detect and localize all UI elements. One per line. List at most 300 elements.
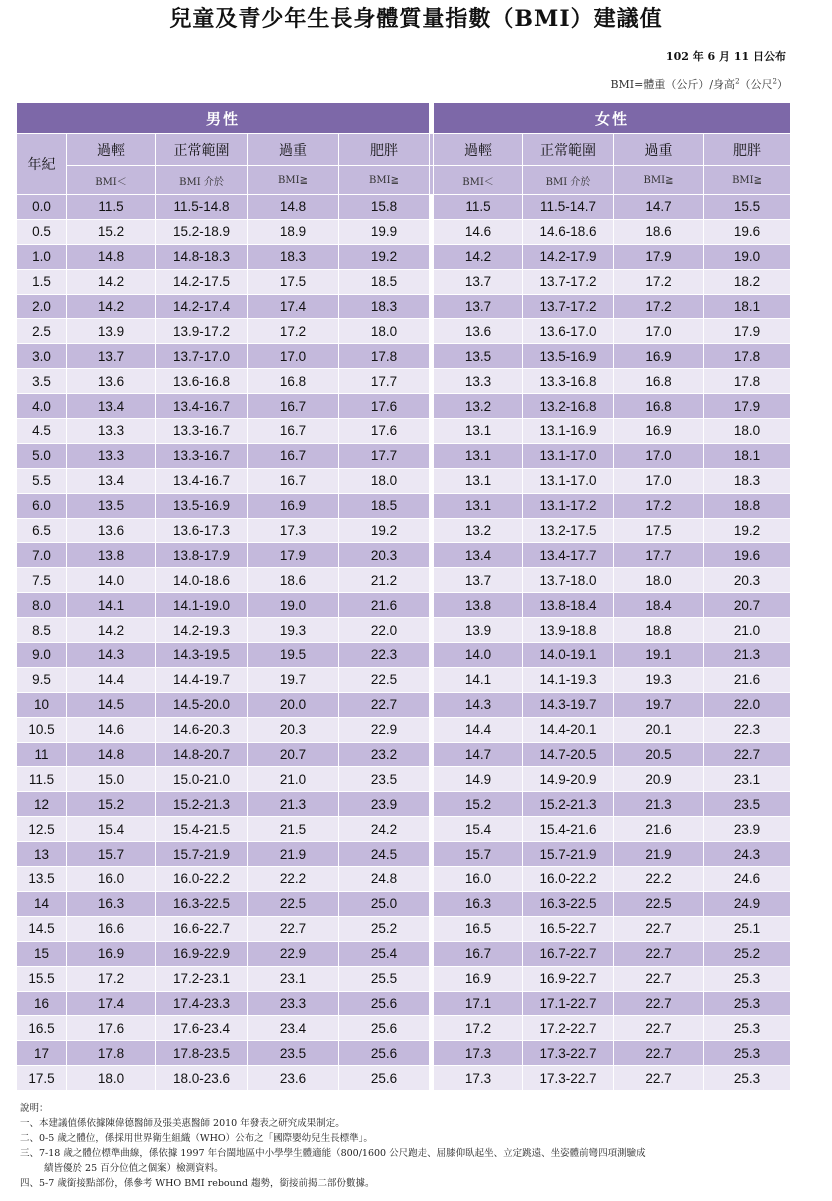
bmi-cell: 13.7-17.0	[156, 344, 248, 369]
bmi-cell: 25.3	[704, 1016, 791, 1041]
age-cell: 11.5	[17, 767, 67, 792]
bmi-cell: 13.7-17.2	[523, 269, 614, 294]
bmi-cell: 22.7	[339, 692, 430, 717]
bmi-cell: 20.3	[704, 568, 791, 593]
bmi-cell: 17.4	[67, 991, 156, 1016]
table-row	[17, 443, 791, 468]
bmi-cell: 22.7	[614, 941, 704, 966]
bmi-cell: 14.5-20.0	[156, 692, 248, 717]
bmi-cell: 17.6	[67, 1016, 156, 1041]
bmi-cell: 15.2	[434, 792, 523, 817]
bmi-cell: 16.9-22.7	[523, 966, 614, 991]
bmi-cell: 24.2	[339, 817, 430, 842]
bmi-cell: 13.5	[67, 493, 156, 518]
age-cell: 8.0	[17, 593, 67, 618]
bmi-cell: 20.3	[339, 543, 430, 568]
bmi-cell: 19.1	[614, 643, 704, 668]
bmi-cell: 13.7-17.2	[523, 294, 614, 319]
note-line: 一、本建議值係依據陳偉德醫師及張美惠醫師 2010 年發表之研究成果制定。	[20, 1118, 345, 1129]
bmi-cell: 13.7	[434, 568, 523, 593]
bmi-cell: 11.5	[67, 195, 156, 220]
bmi-cell: 16.8	[614, 369, 704, 394]
bmi-cell: 24.6	[704, 867, 791, 892]
table-row	[17, 792, 791, 817]
table-row	[17, 1066, 791, 1091]
bmi-cell: 23.3	[248, 991, 339, 1016]
bmi-cell: 13.1	[434, 468, 523, 493]
age-cell: 16.5	[17, 1016, 67, 1041]
bmi-cell: 22.7	[614, 1016, 704, 1041]
bmi-cell: 25.4	[339, 941, 430, 966]
bmi-cell: 16.7	[248, 443, 339, 468]
bmi-cell: 22.5	[339, 667, 430, 692]
bmi-cell: 25.3	[704, 1041, 791, 1066]
bmi-cell: 13.4-16.7	[156, 394, 248, 419]
bmi-cell: 16.0-22.2	[523, 867, 614, 892]
table-row	[17, 667, 791, 692]
bmi-cell: 13.1-16.9	[523, 419, 614, 444]
table-row	[17, 1041, 791, 1066]
bmi-cell: 17.8	[704, 344, 791, 369]
age-cell: 9.0	[17, 643, 67, 668]
bmi-cell: 14.4-20.1	[523, 717, 614, 742]
bmi-cell: 25.2	[704, 941, 791, 966]
bmi-cell: 17.9	[248, 543, 339, 568]
bmi-cell: 17.9	[614, 244, 704, 269]
bmi-cell: 14.3-19.7	[523, 692, 614, 717]
age-cell: 3.0	[17, 344, 67, 369]
bmi-cell: 25.6	[339, 1066, 430, 1091]
bmi-cell: 14.4	[434, 717, 523, 742]
bmi-cell: 17.2	[614, 493, 704, 518]
bmi-cell: 16.8	[614, 394, 704, 419]
bmi-cell: 18.3	[704, 468, 791, 493]
bmi-cell: 16.9	[248, 493, 339, 518]
bmi-cell: 23.5	[339, 767, 430, 792]
table-row	[17, 618, 791, 643]
bmi-cell: 16.7	[248, 468, 339, 493]
bmi-cell: 20.7	[704, 593, 791, 618]
table-row	[17, 742, 791, 767]
bmi-cell: 22.9	[248, 941, 339, 966]
category-header: 肥胖	[704, 134, 791, 166]
age-cell: 13	[17, 842, 67, 867]
bmi-cell: 14.8-20.7	[156, 742, 248, 767]
bmi-cell: 25.3	[704, 1066, 791, 1091]
bmi-cell: 20.3	[248, 717, 339, 742]
age-cell: 3.5	[17, 369, 67, 394]
publish-date: 102 年 6 月 11 日公布	[665, 50, 786, 63]
category-header: 過重	[248, 134, 339, 166]
bmi-cell: 13.9	[67, 319, 156, 344]
bmi-cell: 13.7	[434, 269, 523, 294]
table-row	[17, 195, 791, 220]
bmi-cell: 16.0-22.2	[156, 867, 248, 892]
bmi-cell: 17.2	[614, 294, 704, 319]
table-row	[17, 717, 791, 742]
bmi-cell: 14.0	[67, 568, 156, 593]
bmi-cell: 16.9-22.9	[156, 941, 248, 966]
bmi-cell: 17.3	[248, 518, 339, 543]
bmi-cell: 17.8	[67, 1041, 156, 1066]
bmi-cell: 20.1	[614, 717, 704, 742]
bmi-cell: 19.6	[704, 543, 791, 568]
bmi-cell: 11.5	[434, 195, 523, 220]
bmi-cell: 25.5	[339, 966, 430, 991]
bmi-cell: 21.0	[704, 618, 791, 643]
bmi-cell: 21.2	[339, 568, 430, 593]
bmi-cell: 19.0	[704, 244, 791, 269]
bmi-cell: 13.6-16.8	[156, 369, 248, 394]
bmi-cell: 14.8-18.3	[156, 244, 248, 269]
bmi-cell: 17.8	[339, 344, 430, 369]
age-cell: 15	[17, 941, 67, 966]
bmi-cell: 14.0-19.1	[523, 643, 614, 668]
age-cell: 13.5	[17, 867, 67, 892]
age-cell: 7.5	[17, 568, 67, 593]
bmi-cell: 14.4-19.7	[156, 667, 248, 692]
bmi-cell: 19.7	[248, 667, 339, 692]
bmi-cell: 16.3-22.5	[156, 891, 248, 916]
bmi-cell: 16.0	[67, 867, 156, 892]
bmi-cell: 21.5	[248, 817, 339, 842]
bmi-cell: 15.2-18.9	[156, 219, 248, 244]
bmi-cell: 14.6	[67, 717, 156, 742]
bmi-table-body	[17, 195, 791, 1091]
bmi-cell: 22.0	[339, 618, 430, 643]
female-header: 女性	[434, 103, 791, 134]
note-line: 四、5-7 歲銜接點部份，係參考 WHO BMI rebound 趨勢，銜接前揭二部份數據。	[20, 1178, 375, 1189]
bmi-cell: 22.3	[704, 717, 791, 742]
age-cell: 17.5	[17, 1066, 67, 1091]
bmi-cell: 16.3-22.5	[523, 891, 614, 916]
age-cell: 9.5	[17, 667, 67, 692]
bmi-cell: 13.2	[434, 518, 523, 543]
bmi-cell: 19.2	[704, 518, 791, 543]
criteria-header: BMI 介於	[156, 166, 248, 195]
criteria-header: BMI 介於	[523, 166, 614, 195]
note-line: 二、0-5 歲之體位，係採用世界衛生組織（WHO）公布之「國際嬰幼兒生長標準」。	[20, 1133, 373, 1144]
bmi-cell: 13.6-17.0	[523, 319, 614, 344]
bmi-cell: 17.6-23.4	[156, 1016, 248, 1041]
bmi-cell: 23.6	[248, 1066, 339, 1091]
bmi-cell: 16.6	[67, 916, 156, 941]
table-row	[17, 991, 791, 1016]
bmi-cell: 14.4	[67, 667, 156, 692]
bmi-cell: 13.4	[67, 394, 156, 419]
bmi-cell: 16.3	[67, 891, 156, 916]
bmi-cell: 22.2	[614, 867, 704, 892]
bmi-cell: 14.8	[248, 195, 339, 220]
bmi-cell: 18.8	[704, 493, 791, 518]
bmi-cell: 25.1	[704, 916, 791, 941]
notes	[20, 1101, 830, 1191]
bmi-cell: 25.0	[339, 891, 430, 916]
bmi-cell: 18.2	[704, 269, 791, 294]
age-cell: 12	[17, 792, 67, 817]
bmi-cell: 13.4	[434, 543, 523, 568]
age-cell: 6.5	[17, 518, 67, 543]
bmi-cell: 19.3	[248, 618, 339, 643]
bmi-cell: 17.2	[248, 319, 339, 344]
bmi-cell: 14.3-19.5	[156, 643, 248, 668]
bmi-cell: 13.2	[434, 394, 523, 419]
bmi-cell: 16.7	[248, 394, 339, 419]
bmi-cell: 14.2-17.9	[523, 244, 614, 269]
criteria-header: BMI＜	[67, 166, 156, 195]
bmi-cell: 17.2-23.1	[156, 966, 248, 991]
bmi-cell: 20.7	[248, 742, 339, 767]
criteria-header: BMI≧	[704, 166, 791, 195]
bmi-cell: 15.4-21.6	[523, 817, 614, 842]
bmi-cell: 20.9	[614, 767, 704, 792]
age-cell: 7.0	[17, 543, 67, 568]
bmi-cell: 15.7	[67, 842, 156, 867]
bmi-cell: 13.4-17.7	[523, 543, 614, 568]
bmi-cell: 17.3	[434, 1041, 523, 1066]
age-cell: 5.0	[17, 443, 67, 468]
bmi-cell: 13.2-17.5	[523, 518, 614, 543]
bmi-cell: 14.6-18.6	[523, 219, 614, 244]
bmi-cell: 14.5	[67, 692, 156, 717]
bmi-cell: 20.0	[248, 692, 339, 717]
bmi-cell: 23.1	[248, 966, 339, 991]
table-row	[17, 916, 791, 941]
age-cell: 8.5	[17, 618, 67, 643]
bmi-cell: 17.1	[434, 991, 523, 1016]
bmi-cell: 17.3	[434, 1066, 523, 1091]
bmi-cell: 13.7-18.0	[523, 568, 614, 593]
bmi-cell: 13.6	[67, 518, 156, 543]
bmi-cell: 13.1-17.2	[523, 493, 614, 518]
bmi-cell: 18.1	[704, 294, 791, 319]
age-header: 年紀	[17, 134, 67, 195]
bmi-cell: 14.7	[434, 742, 523, 767]
bmi-cell: 14.6	[434, 219, 523, 244]
bmi-cell: 15.0-21.0	[156, 767, 248, 792]
bmi-cell: 22.7	[248, 916, 339, 941]
age-cell: 4.5	[17, 419, 67, 444]
bmi-cell: 23.4	[248, 1016, 339, 1041]
bmi-cell: 15.5	[704, 195, 791, 220]
bmi-cell: 16.0	[434, 867, 523, 892]
bmi-cell: 19.5	[248, 643, 339, 668]
bmi-cell: 15.8	[339, 195, 430, 220]
bmi-cell: 22.2	[248, 867, 339, 892]
bmi-cell: 19.9	[339, 219, 430, 244]
bmi-cell: 17.9	[704, 319, 791, 344]
table-row	[17, 543, 791, 568]
bmi-cell: 18.3	[248, 244, 339, 269]
bmi-cell: 24.8	[339, 867, 430, 892]
note-line: 績皆優於 25 百分位值之個案）檢測資料。	[44, 1163, 224, 1174]
bmi-cell: 21.6	[614, 817, 704, 842]
table-row	[17, 269, 791, 294]
table-row	[17, 643, 791, 668]
age-cell: 5.5	[17, 468, 67, 493]
category-header-row	[17, 134, 791, 166]
bmi-cell: 13.3	[434, 369, 523, 394]
bmi-cell: 14.9	[434, 767, 523, 792]
bmi-cell: 18.0	[67, 1066, 156, 1091]
bmi-cell: 17.0	[248, 344, 339, 369]
bmi-cell: 14.8	[67, 742, 156, 767]
bmi-cell: 17.6	[339, 419, 430, 444]
table-row	[17, 244, 791, 269]
bmi-cell: 16.8	[248, 369, 339, 394]
table-row	[17, 493, 791, 518]
bmi-cell: 13.4	[67, 468, 156, 493]
bmi-cell: 13.1	[434, 493, 523, 518]
bmi-cell: 14.1	[434, 667, 523, 692]
table-row	[17, 568, 791, 593]
age-cell: 0.5	[17, 219, 67, 244]
bmi-cell: 16.5-22.7	[523, 916, 614, 941]
age-cell: 1.5	[17, 269, 67, 294]
table-row	[17, 867, 791, 892]
bmi-cell: 14.9-20.9	[523, 767, 614, 792]
bmi-cell: 18.0-23.6	[156, 1066, 248, 1091]
bmi-cell: 17.8-23.5	[156, 1041, 248, 1066]
bmi-cell: 18.0	[704, 419, 791, 444]
bmi-cell: 22.7	[614, 966, 704, 991]
bmi-cell: 21.9	[614, 842, 704, 867]
category-header: 正常範圍	[523, 134, 614, 166]
bmi-cell: 13.1	[434, 443, 523, 468]
bmi-cell: 14.0-18.6	[156, 568, 248, 593]
bmi-cell: 17.8	[704, 369, 791, 394]
bmi-cell: 13.8-17.9	[156, 543, 248, 568]
bmi-cell: 17.5	[248, 269, 339, 294]
bmi-cell: 17.6	[339, 394, 430, 419]
bmi-cell: 22.5	[614, 891, 704, 916]
bmi-cell: 18.4	[614, 593, 704, 618]
bmi-cell: 15.4	[67, 817, 156, 842]
bmi-cell: 13.5-16.9	[523, 344, 614, 369]
bmi-cell: 16.7	[434, 941, 523, 966]
bmi-cell: 16.5	[434, 916, 523, 941]
bmi-formula: BMI=體重（公斤）/身高$^2$（公尺$^2$）	[610, 77, 788, 91]
bmi-cell: 13.9-18.8	[523, 618, 614, 643]
bmi-cell: 25.6	[339, 991, 430, 1016]
bmi-cell: 14.1-19.0	[156, 593, 248, 618]
bmi-cell: 15.2	[67, 219, 156, 244]
bmi-cell: 18.6	[614, 219, 704, 244]
bmi-cell: 13.3-16.7	[156, 443, 248, 468]
bmi-cell: 18.6	[248, 568, 339, 593]
bmi-cell: 23.9	[339, 792, 430, 817]
table-row	[17, 593, 791, 618]
bmi-cell: 16.3	[434, 891, 523, 916]
bmi-cell: 13.8	[434, 593, 523, 618]
bmi-cell: 15.2-21.3	[156, 792, 248, 817]
table-row	[17, 518, 791, 543]
note-line: 三、7-18 歲之體位標準曲線，係依據 1997 年台閩地區中小學學生體適能（800/1600 公尺跑走、屈膝仰臥起坐、立定跳遠、坐姿體前彎四項測驗成	[20, 1148, 646, 1159]
age-cell: 14	[17, 891, 67, 916]
table-row	[17, 941, 791, 966]
bmi-cell: 17.0	[614, 468, 704, 493]
bmi-cell: 21.3	[248, 792, 339, 817]
bmi-cell: 15.7-21.9	[156, 842, 248, 867]
table-row	[17, 344, 791, 369]
bmi-cell: 23.1	[704, 767, 791, 792]
bmi-cell: 25.6	[339, 1016, 430, 1041]
bmi-cell: 13.5	[434, 344, 523, 369]
bmi-cell: 23.5	[704, 792, 791, 817]
bmi-cell: 13.4-16.7	[156, 468, 248, 493]
bmi-cell: 18.1	[704, 443, 791, 468]
age-cell: 11	[17, 742, 67, 767]
bmi-cell: 17.2	[67, 966, 156, 991]
bmi-cell: 22.0	[704, 692, 791, 717]
category-header: 過輕	[67, 134, 156, 166]
bmi-cell: 15.4-21.5	[156, 817, 248, 842]
bmi-cell: 13.9-17.2	[156, 319, 248, 344]
bmi-cell: 15.7	[434, 842, 523, 867]
table-row	[17, 1016, 791, 1041]
category-header: 正常範圍	[156, 134, 248, 166]
age-cell: 1.0	[17, 244, 67, 269]
age-cell: 16	[17, 991, 67, 1016]
bmi-cell: 21.3	[614, 792, 704, 817]
bmi-cell: 25.2	[339, 916, 430, 941]
bmi-cell: 21.3	[704, 643, 791, 668]
bmi-cell: 14.1-19.3	[523, 667, 614, 692]
bmi-cell: 17.7	[339, 443, 430, 468]
bmi-cell: 22.7	[614, 1041, 704, 1066]
table-row	[17, 966, 791, 991]
bmi-cell: 23.9	[704, 817, 791, 842]
bmi-cell: 14.3	[434, 692, 523, 717]
bmi-cell: 25.6	[339, 1041, 430, 1066]
bmi-cell: 16.9	[614, 419, 704, 444]
bmi-cell: 14.7	[614, 195, 704, 220]
bmi-cell: 23.5	[248, 1041, 339, 1066]
bmi-cell: 13.3-16.8	[523, 369, 614, 394]
male-header: 男性	[17, 103, 430, 134]
bmi-cell: 17.7	[339, 369, 430, 394]
table-row	[17, 817, 791, 842]
table-row	[17, 419, 791, 444]
criteria-header: BMI≧	[339, 166, 430, 195]
criteria-header: BMI≧	[614, 166, 704, 195]
bmi-cell: 14.2-19.3	[156, 618, 248, 643]
bmi-cell: 19.0	[248, 593, 339, 618]
age-cell: 6.0	[17, 493, 67, 518]
bmi-cell: 14.2	[67, 618, 156, 643]
bmi-cell: 24.5	[339, 842, 430, 867]
bmi-cell: 14.2	[67, 294, 156, 319]
criteria-header: BMI＜	[434, 166, 523, 195]
bmi-cell: 14.2-17.4	[156, 294, 248, 319]
bmi-cell: 13.3	[67, 419, 156, 444]
criteria-header: BMI≧	[248, 166, 339, 195]
bmi-cell: 13.8-18.4	[523, 593, 614, 618]
age-cell: 0.0	[17, 195, 67, 220]
bmi-cell: 25.3	[704, 991, 791, 1016]
page-title: 兒童及青少年生長身體質量指數（BMI）建議值	[169, 6, 663, 32]
bmi-cell: 17.9	[704, 394, 791, 419]
bmi-cell: 14.2-17.5	[156, 269, 248, 294]
bmi-cell: 17.3-22.7	[523, 1066, 614, 1091]
age-cell: 2.5	[17, 319, 67, 344]
bmi-cell: 19.2	[339, 518, 430, 543]
table-row	[17, 219, 791, 244]
bmi-table	[16, 102, 791, 1091]
bmi-cell: 17.4	[248, 294, 339, 319]
bmi-cell: 13.7	[434, 294, 523, 319]
age-cell: 12.5	[17, 817, 67, 842]
